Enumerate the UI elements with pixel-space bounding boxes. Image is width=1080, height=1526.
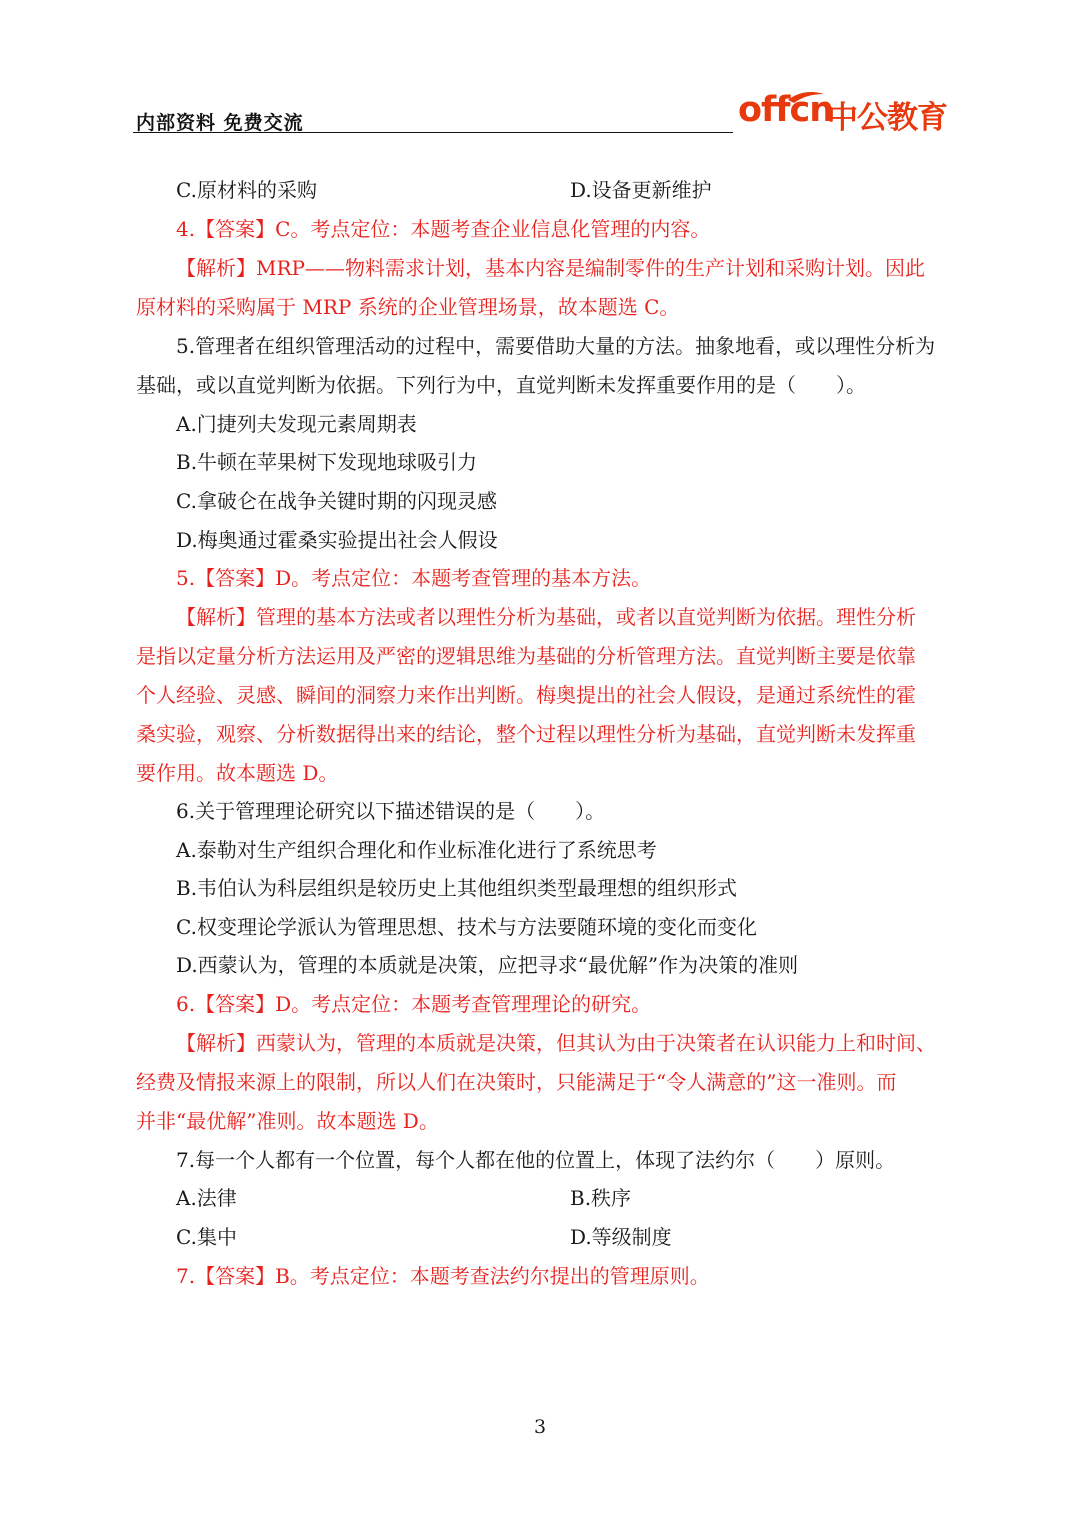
analysis-line: 要作用。故本题选 D。: [136, 761, 339, 785]
question-line: 基础，或以直觉判断为依据。下列行为中，直觉判断未发挥重要作用的是（ ）。: [136, 373, 866, 397]
option-line: D.梅奥通过霍桑实验提出社会人假设: [176, 528, 498, 552]
answer-line: 6.【答案】D。考点定位：本题考查管理理论的研究。: [176, 992, 652, 1016]
analysis-line: 原材料的采购属于 MRP 系统的企业管理场景，故本题选 C。: [136, 295, 680, 319]
option-b: B.秩序: [570, 1186, 632, 1210]
analysis-line: 并非“最优解”准则。故本题选 D。: [136, 1109, 439, 1133]
option-line: C.拿破仑在战争关键时期的闪现灵感: [176, 489, 497, 513]
option-d: D.等级制度: [570, 1225, 672, 1249]
analysis-line: 桑实验，观察、分析数据得出来的结论，整个过程以理性分析为基础，直觉判断未发挥重: [136, 722, 916, 746]
option-row: [136, 1218, 986, 1257]
analysis-line: 【解析】西蒙认为，管理的本质就是决策，但其认为由于决策者在认识能力上和时间、: [176, 1031, 936, 1055]
option-c: C.原材料的采购: [176, 178, 317, 202]
logo-cn-text: 中公教育: [827, 100, 947, 136]
question-line: 5.管理者在组织管理活动的过程中，需要借助大量的方法。抽象地看，或以理性分析为: [176, 334, 936, 358]
analysis-line: 经费及情报来源上的限制，所以人们在决策时，只能满足于“令人满意的”这一准则。而: [136, 1070, 897, 1094]
option-row: [136, 171, 986, 210]
question-line: 7.每一个人都有一个位置，每个人都在他的位置上，体现了法约尔（ ）原则。: [176, 1148, 896, 1172]
logo-en-text: offcn: [738, 90, 834, 130]
analysis-line: 【解析】MRP——物料需求计划，基本内容是编制零件的生产计划和采购计划。因此: [176, 256, 925, 280]
answer-line: 7.【答案】B。考点定位：本题考查法约尔提出的管理原则。: [176, 1264, 710, 1288]
analysis-line: 【解析】管理的基本方法或者以理性分析为基础，或者以直觉判断为依据。理性分析: [176, 605, 916, 629]
answer-line: 5.【答案】D。考点定位：本题考查管理的基本方法。: [176, 566, 652, 590]
option-line: D.西蒙认为，管理的本质就是决策，应把寻求“最优解”作为决策的准则: [176, 953, 799, 977]
option-line: A.泰勒对生产组织合理化和作业标准化进行了系统思考: [176, 838, 657, 862]
analysis-line: 个人经验、灵感、瞬间的洞察力来作出判断。梅奥提出的社会人假设，是通过系统性的霍: [136, 683, 916, 707]
option-c: C.集中: [176, 1225, 237, 1249]
question-line: 6.关于管理理论研究以下描述错误的是（ ）。: [176, 799, 606, 823]
offcn-logo: [736, 88, 956, 138]
option-line: C.权变理论学派认为管理思想、技术与方法要随环境的变化而变化: [176, 915, 757, 939]
option-a: A.法律: [176, 1186, 237, 1210]
option-d: D.设备更新维护: [570, 178, 712, 202]
option-line: B.牛顿在苹果树下发现地球吸引力: [176, 450, 478, 474]
analysis-line: 是指以定量分析方法运用及严密的逻辑思维为基础的分析管理方法。直觉判断主要是依靠: [136, 644, 916, 668]
page-number: 3: [533, 1416, 547, 1438]
option-row: [136, 1179, 986, 1218]
option-line: A.门捷列夫发现元素周期表: [176, 412, 417, 436]
header-left-text: 内部资料 免费交流: [136, 112, 304, 134]
header-rule: [133, 132, 733, 133]
option-line: B.韦伯认为科层组织是较历史上其他组织类型最理想的组织形式: [176, 876, 738, 900]
answer-line: 4.【答案】C。考点定位：本题考查企业信息化管理的内容。: [176, 217, 711, 241]
